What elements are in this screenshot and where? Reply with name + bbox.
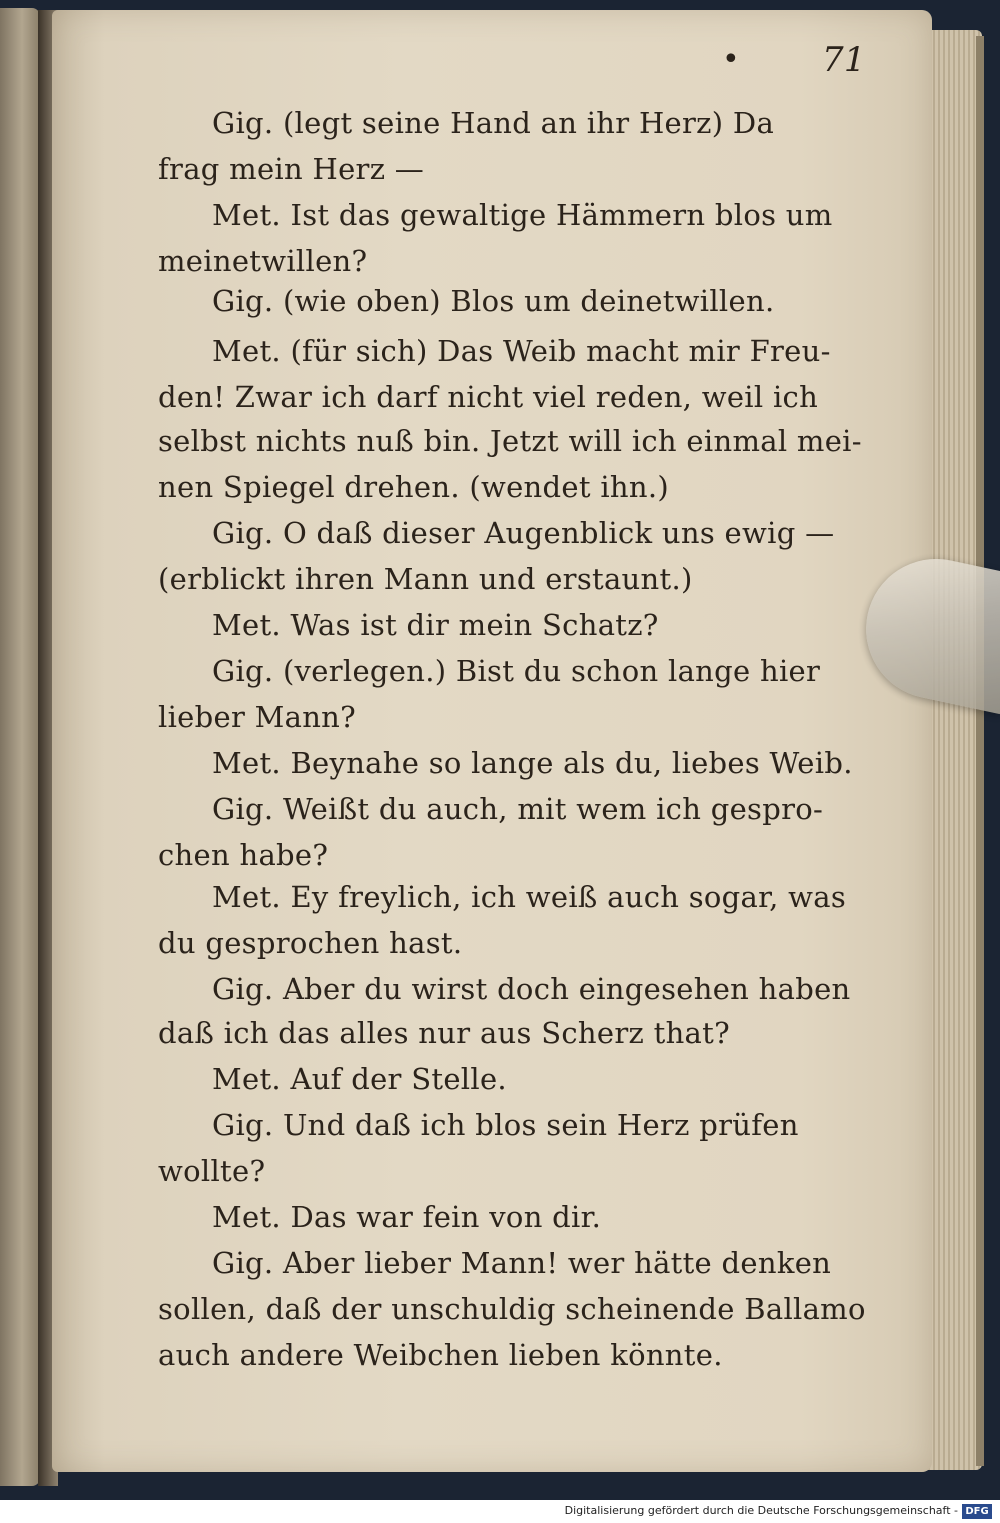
text-line: meinetwillen? — [158, 244, 368, 278]
text-line: Met. Ey freylich, ich weiß auch sogar, was — [212, 880, 847, 914]
text-line: Gig. Und daß ich blos sein Herz prüfen — [212, 1108, 799, 1142]
text-line: auch andere Weibchen lieben könnte. — [158, 1338, 723, 1372]
funding-credit: Digitalisierung gefördert durch die Deutsche Forschungsgemeinschaft - — [564, 1504, 958, 1517]
dfg-logo: DFG — [962, 1504, 992, 1519]
text-line: sollen, daß der unschuldig scheinende Ballamo — [158, 1292, 866, 1326]
text-line: Met. (für sich) Das Weib macht mir Freu- — [212, 334, 831, 368]
text-line: Gig. Weißt du auch, mit wem ich gespro- — [212, 792, 824, 826]
text-line: Met. Was ist dir mein Schatz? — [212, 608, 659, 642]
text-line: Met. Das war fein von dir. — [212, 1200, 602, 1234]
page-dot: • — [722, 42, 740, 77]
text-line: selbst nichts nuß bin. Jetzt will ich einmal mei- — [158, 424, 862, 458]
text-line: wollte? — [158, 1154, 266, 1188]
text-line: Gig. Aber du wirst doch eingesehen haben — [212, 972, 851, 1006]
text-line: nen Spiegel drehen. (wendet ihn.) — [158, 470, 669, 504]
text-line: Gig. O daß dieser Augenblick uns ewig — — [212, 516, 835, 550]
text-line: Gig. (wie oben) Blos um deinetwillen. — [212, 284, 775, 318]
text-line: Met. Auf der Stelle. — [212, 1062, 507, 1096]
footer-bar — [0, 1500, 1000, 1523]
text-line: Met. Beynahe so lange als du, liebes Weib. — [212, 746, 853, 780]
text-line: Met. Ist das gewaltige Hämmern blos um — [212, 198, 833, 232]
text-line: frag mein Herz — — [158, 152, 425, 186]
text-line: den! Zwar ich darf nicht viel reden, weil ich — [158, 380, 819, 414]
page-number: 71 — [822, 40, 866, 80]
text-line: Gig. (legt seine Hand an ihr Herz) Da — [212, 106, 775, 140]
text-line: du gesprochen hast. — [158, 926, 463, 960]
text-line: (erblickt ihren Mann und erstaunt.) — [158, 562, 693, 596]
text-line: Gig. (verlegen.) Bist du schon lange hier — [212, 654, 821, 688]
text-line: lieber Mann? — [158, 700, 357, 734]
text-line: Gig. Aber lieber Mann! wer hätte denken — [212, 1246, 832, 1280]
text-line: daß ich das alles nur aus Scherz that? — [158, 1016, 730, 1050]
text-line: chen habe? — [158, 838, 329, 872]
